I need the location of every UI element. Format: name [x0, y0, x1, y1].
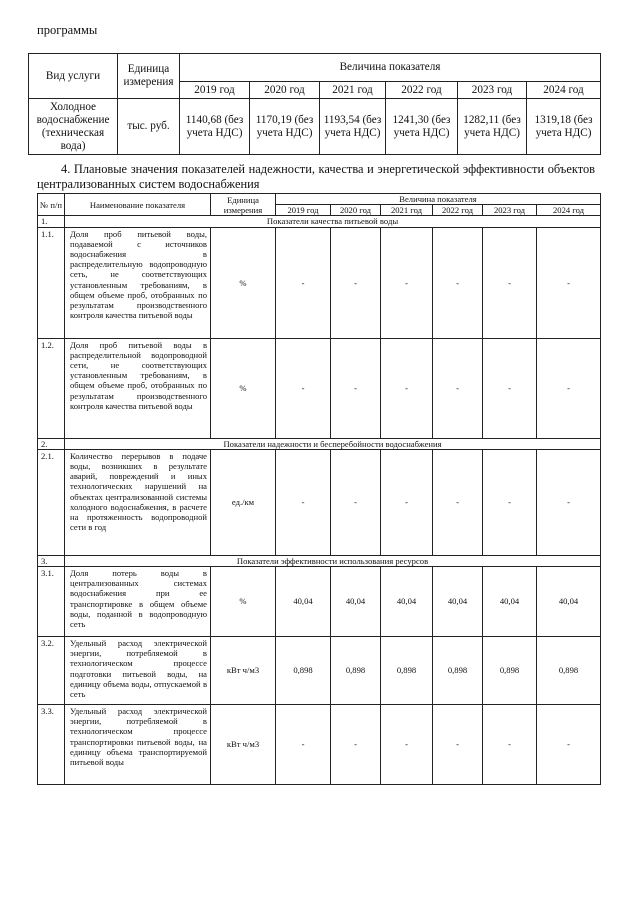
value-cell: 1241,30 (без учета НДС)	[386, 99, 458, 155]
value-cell: -	[537, 338, 601, 438]
value-cell: -	[433, 449, 483, 555]
value-cell: 40,04	[276, 567, 331, 637]
table-row	[38, 567, 601, 637]
section-number: 1.	[38, 216, 65, 227]
value-cell: 40,04	[433, 567, 483, 637]
value-cell: -	[433, 227, 483, 338]
unit-cell: %	[211, 567, 276, 637]
value-cell: 1140,68 (без учета НДС)	[180, 99, 250, 155]
value-cell: 0,898	[483, 637, 537, 705]
value-cell: -	[483, 227, 537, 338]
year-header: 2023 год	[483, 205, 537, 216]
row-number: 3.1.	[38, 567, 65, 637]
value-cell: -	[276, 449, 331, 555]
service-name: Холодное водоснабжение (техническая вода)	[29, 99, 118, 155]
row-number: 3.3.	[38, 705, 65, 785]
value-cell: -	[381, 449, 433, 555]
value-cell: -	[331, 449, 381, 555]
section-title: Показатели надежности и бесперебойности водоснабжения	[65, 438, 601, 449]
year-header: 2019 год	[276, 205, 331, 216]
section-row	[38, 438, 601, 449]
year-header: 2024 год	[527, 82, 601, 99]
value-cell: -	[483, 449, 537, 555]
value-cell: -	[483, 705, 537, 785]
year-header: 2023 год	[458, 82, 527, 99]
indicator-name: Количество перерывов в подаче воды, возникших в результате аварий, повреждений и иных технологических нарушений на объектах централизованной системы холодного водоснабжения, в расчете на протяженность водопроводной сети в год	[65, 449, 211, 555]
unit-cell: %	[211, 338, 276, 438]
table-row	[38, 637, 601, 705]
year-header: 2020 год	[250, 82, 320, 99]
unit-cell: %	[211, 227, 276, 338]
section-title: Показатели качества питьевой воды	[65, 216, 601, 227]
value-cell: 1193,54 (без учета НДС)	[320, 99, 386, 155]
indicator-name: Доля потерь воды в централизованных системах водоснабжения при ее транспортировке в общем объеме воды, поданной в водопроводную сеть	[65, 567, 211, 637]
unit-cell: кВт ч/м3	[211, 705, 276, 785]
unit-cell: тыс. руб.	[118, 99, 180, 155]
col-unit-header: Единица измерения	[118, 54, 180, 99]
row-number: 2.1.	[38, 449, 65, 555]
value-cell: -	[331, 338, 381, 438]
row-number: 1.1.	[38, 227, 65, 338]
value-cell: 40,04	[381, 567, 433, 637]
year-header: 2021 год	[381, 205, 433, 216]
year-header: 2020 год	[331, 205, 381, 216]
col-no-header: № п/п	[38, 194, 65, 216]
value-cell: 1170,19 (без учета НДС)	[250, 99, 320, 155]
section-row	[38, 555, 601, 566]
value-cell: 0,898	[331, 637, 381, 705]
value-cell: 0,898	[537, 637, 601, 705]
table-row	[38, 227, 601, 338]
indicator-name: Удельный расход электрической энергии, потребляемой в технологическом процессе транспортировки питьевой воды, на единицу объема транспортируемой питьевой воды	[65, 705, 211, 785]
indicator-name: Удельный расход электрической энергии, потребляемой в технологическом процессе подготовки питьевой воды, на единицу объема воды, отпускаемой в сеть	[65, 637, 211, 705]
value-cell: -	[433, 338, 483, 438]
table-row	[38, 338, 601, 438]
section-number: 2.	[38, 438, 65, 449]
row-number: 3.2.	[38, 637, 65, 705]
value-cell: 40,04	[483, 567, 537, 637]
value-cell: -	[537, 449, 601, 555]
indicators-table	[37, 193, 601, 785]
unit-cell: ед./км	[211, 449, 276, 555]
value-cell: -	[381, 227, 433, 338]
value-cell: 40,04	[331, 567, 381, 637]
value-cell: 40,04	[537, 567, 601, 637]
value-cell: -	[381, 705, 433, 785]
intro-text: программы	[37, 23, 98, 37]
row-number: 1.2.	[38, 338, 65, 438]
value-cell: -	[537, 705, 601, 785]
year-header: 2022 год	[433, 205, 483, 216]
value-cell: -	[483, 338, 537, 438]
table-row	[38, 705, 601, 785]
col-service-header: Вид услуги	[29, 54, 118, 99]
year-header: 2022 год	[386, 82, 458, 99]
tariff-table	[28, 53, 601, 155]
value-cell: -	[276, 338, 331, 438]
col-value-header: Величина показателя	[276, 194, 601, 205]
value-cell: 1319,18 (без учета НДС)	[527, 99, 601, 155]
indicator-name: Доля проб питьевой воды, подаваемой с источников водоснабжения в распределительную водопроводную сеть, не соответствующих установленным требованиям, в общем объеме проб, отобранных по результатам производственного контроля качества питьевой воды	[65, 227, 211, 338]
value-cell: -	[433, 705, 483, 785]
year-header: 2019 год	[180, 82, 250, 99]
section-row	[38, 216, 601, 227]
table-row	[29, 99, 601, 155]
year-header: 2024 год	[537, 205, 601, 216]
col-value-header: Величина показателя	[180, 54, 601, 82]
table-row	[38, 449, 601, 555]
col-name-header: Наименование показателя	[65, 194, 211, 216]
value-cell: -	[331, 227, 381, 338]
section-number: 3.	[38, 555, 65, 566]
value-cell: 0,898	[381, 637, 433, 705]
value-cell: -	[276, 705, 331, 785]
year-header: 2021 год	[320, 82, 386, 99]
value-cell: -	[537, 227, 601, 338]
value-cell: -	[276, 227, 331, 338]
section-heading: 4. Плановые значения показателей надежности, качества и энергетической эффективности объектов централизованных систем водоснабжения	[37, 162, 595, 191]
section-title: Показатели эффективности использования ресурсов	[65, 555, 601, 566]
unit-cell: кВт ч/м3	[211, 637, 276, 705]
value-cell: -	[331, 705, 381, 785]
value-cell: -	[381, 338, 433, 438]
indicator-name: Доля проб питьевой воды в распределительной водопроводной сети, не соответствующих установленным требованиям, в общем объеме проб, отобранных по результатам производственного контроля качества питьевой воды	[65, 338, 211, 438]
value-cell: 0,898	[433, 637, 483, 705]
value-cell: 1282,11 (без учета НДС)	[458, 99, 527, 155]
col-unit-header: Единица измерения	[211, 194, 276, 216]
value-cell: 0,898	[276, 637, 331, 705]
